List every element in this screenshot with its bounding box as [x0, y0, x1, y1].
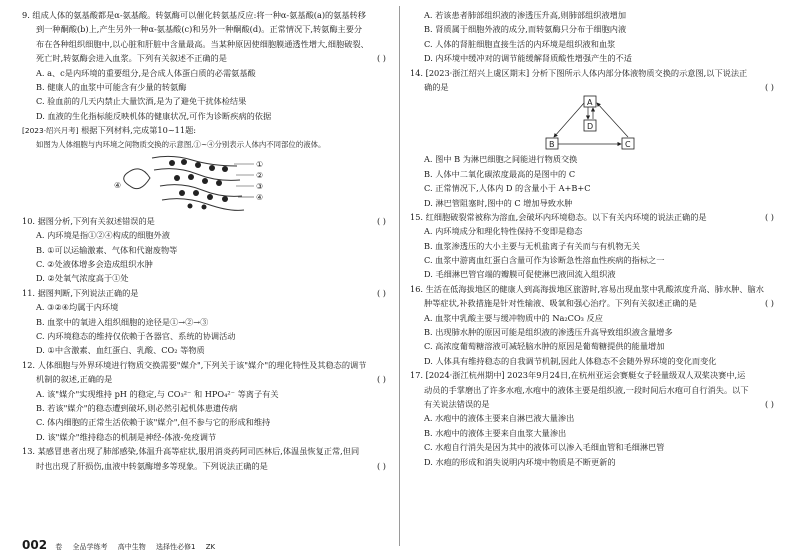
q14-option-a[interactable]: A. 图中 B 为淋巴细胞之间能进行物质交换 [424, 154, 578, 165]
column-divider [399, 6, 400, 546]
page-footer [22, 538, 223, 552]
q11-option-b[interactable]: B. 血浆中的氧进入组织细胞的途径是①→②→③ [36, 316, 209, 327]
fluid-exchange-diagram [410, 94, 778, 152]
answer-paren: ( ) [377, 374, 386, 385]
q10-option-b[interactable]: B. ①可以运输激素、气体和代谢废物等 [36, 244, 178, 255]
q12-option-c[interactable]: C. 体内细胞的正常生活依赖于该"媒介",但不参与它的形成和维持 [36, 417, 271, 428]
answer-paren: ( ) [765, 81, 774, 92]
q16-option-c[interactable]: C. 高浓度葡萄糖溶液可减轻脑水肿的原因是葡萄糖提供的能量增加 [424, 341, 665, 352]
q12-stem-line: 12. 人体细胞与外界环境进行物质交换需要"媒介",下列关于该"媒介"的理化特性及其稳态的调节 [22, 359, 367, 370]
question-17 [410, 368, 778, 469]
q16-option-b[interactable]: B. 出现肺水肿的原因可能是组织液的渗透压升高导致组织液含量增多 [424, 327, 673, 338]
q14-option-c[interactable]: C. 正常情况下,人体内 D 的含量小于 A+B+C [424, 183, 591, 194]
question-11 [22, 286, 390, 358]
q9-option-c[interactable]: C. 验血前的几天内禁止大量饮酒,是为了避免干扰体检结果 [36, 96, 247, 107]
question-14 [410, 66, 778, 210]
q16-stem-line [410, 296, 778, 310]
question-9 [22, 8, 390, 123]
q14-option-d[interactable]: D. 淋巴管阻塞时,图中的 C 增加导致水肿 [424, 197, 573, 208]
label-3: ③ [256, 181, 264, 191]
answer-paren: ( ) [377, 215, 386, 226]
q10-stem-text: 10. 据图分析,下列有关叙述错误的是 [22, 215, 155, 226]
answer-paren: ( ) [765, 398, 774, 409]
q13-option-c[interactable]: C. 人体的肾脏细胞直接生活的内环境是组织液和血浆 [424, 38, 616, 49]
footer-item: ZK [205, 543, 216, 551]
footer-item: 卷 [55, 543, 63, 551]
question-16 [410, 282, 778, 368]
question-10 [22, 214, 390, 286]
q15-option-b[interactable]: B. 血浆渗透压的大小主要与无机盐离子有关而与有机物无关 [424, 240, 640, 251]
material-heading [22, 123, 390, 137]
cell-exchange-figure [22, 152, 390, 214]
q17-option-b[interactable]: B. 水疱中的液体主要来自血浆大量渗出 [424, 427, 567, 438]
q9-stem-line: 9. 组成人体的氨基酸都是α-氨基酸。转氨酶可以催化转氨基反应:将一种α-氨基酸(a)的氨基转移 [22, 10, 366, 20]
q9-stem-line [22, 51, 390, 65]
right-column [410, 8, 778, 469]
q17-option-a[interactable]: A. 水疱中的液体主要来自淋巴液大量渗出 [424, 413, 575, 424]
left-column [22, 8, 390, 473]
q13-stem-line: 13. 某感冒患者出现了肺部感染,体温升高等症状,服用消炎药阿司匹林后,体温虽恢复正常,但同 [22, 446, 360, 457]
q17-stem-line [410, 397, 778, 411]
q9-stem-line: 到一种酮酸(b)上,产生另外一种α-氨基酸(c)和另外一种酮酸(d)。正常情况下,转氨酶主要分 [36, 24, 363, 35]
material-text: 根据下列材料,完成第10~11题: [81, 125, 197, 136]
q9-option-d[interactable]: D. 血液的生化指标能反映机体的健康状况,可作为诊断疾病的依据 [36, 110, 272, 121]
q15-option-c[interactable]: C. 血浆中游离血红蛋白含量可作为诊断急性溶血性疾病的指标之一 [424, 255, 665, 266]
q11-stem [22, 286, 390, 300]
q15-option-d[interactable]: D. 毛细淋巴管官端的瓣膜可促使淋巴液回流入组织液 [424, 269, 616, 280]
q15-stem [410, 210, 778, 224]
q12-option-b[interactable]: B. 若该"媒介"的稳态遭到破坏,则必然引起机体患遗传病 [36, 402, 238, 413]
q12-stem-line [22, 372, 390, 386]
question-13 [22, 444, 390, 473]
question-12 [22, 358, 390, 444]
source-tag: [2023·绍兴月考] [22, 126, 79, 136]
footer-item: 高中生物 [117, 543, 146, 551]
node-d-label: D [587, 122, 594, 132]
footer-item: 选择性必修1 [156, 543, 196, 551]
q12-option-a[interactable]: A. 该"媒介"实现维持 pH 的稳定,与 CO₃²⁻ 和 HPO₄²⁻ 等离子有关 [36, 388, 279, 399]
cell-exchange-diagram [22, 152, 390, 214]
q14-stem-line: 14. [2023·浙江绍兴上虞区期末] 分析下图所示人体内部分体液物质交换的示意图,以下说法正 [410, 67, 748, 78]
q15-stem-text: 15. 红细胞破裂常被称为溶血,会破坏内环境稳态。以下有关内环境的说法正确的是 [410, 211, 707, 222]
q15-option-a[interactable]: A. 内环境成分和理化特性保持不变即是稳态 [424, 226, 583, 237]
material-block [22, 123, 390, 152]
q17-option-d[interactable]: D. 水疱的形成和消失说明内环境中物质是不断更新的 [424, 456, 616, 467]
q17-stem-line: 动员的手掌磨出了许多水疱,水疱中的液体主要是组织液,一段时间后水疱可自行消失。以下 [424, 384, 749, 395]
label-1: ① [256, 159, 264, 169]
answer-paren: ( ) [765, 211, 774, 222]
q13-option-d[interactable]: D. 内环境中缓冲对的调节能缓解肾质酸性增强产生的不适 [424, 53, 632, 64]
label-4b: ④ [256, 192, 264, 202]
q16-option-a[interactable]: A. 血浆中乳酸主要与缓冲物质中的 Na₂CO₃ 反应 [424, 312, 603, 323]
q9-stem-text: 死亡时,转氨酶会进入血浆。下列有关叙述不正确的是 [36, 53, 227, 64]
answer-paren: ( ) [765, 298, 774, 309]
q16-stem-text: 肿等症状,补救措施是针对性输液、吸氧和强心治疗。下列有关叙述正确的是 [424, 298, 697, 309]
q11-option-c[interactable]: C. 内环境稳态的维持仅依赖于各器官、系统的协调活动 [36, 331, 236, 342]
node-a-label: A [587, 98, 593, 108]
page-number: 002 [22, 538, 48, 552]
q14-option-b[interactable]: B. 人体中二氧化碳浓度最高的是图中的 C [424, 168, 576, 179]
fluid-exchange-figure [410, 94, 778, 152]
q11-stem-text: 11. 据图判断,下列说法正确的是 [22, 287, 139, 298]
q9-option-a[interactable]: A. a、c是内环境的重要组分,是合成人体蛋白质的必需氨基酸 [36, 67, 256, 78]
node-b-label: B [549, 140, 555, 150]
node-c-label: C [625, 140, 631, 150]
answer-paren: ( ) [377, 460, 386, 471]
q17-stem-line: 17. [2024·浙江杭州期中] 2023年9月24日,在杭州亚运会赛艇女子轻量级双人双桨决赛中,运 [410, 370, 746, 381]
q10-option-c[interactable]: C. ②处液体增多会造成组织水肿 [36, 259, 153, 270]
q17-option-c[interactable]: C. 水疱自行消失是因为其中的液体可以渗入毛细血管和毛细淋巴管 [424, 442, 665, 453]
q13-stem-line [22, 459, 390, 473]
q10-option-a[interactable]: A. 内环境是指①②④构成的细胞外液 [36, 230, 170, 241]
q11-option-a[interactable]: A. ③②④均属于内环境 [36, 302, 119, 313]
footer-item: 全品学练考 [72, 543, 108, 551]
q14-stem-line [410, 80, 778, 94]
q12-option-d[interactable]: D. 该"媒介"维持稳态的机制是神经-体液-免疫调节 [36, 431, 217, 442]
label-2: ② [256, 170, 264, 180]
q10-option-d[interactable]: D. ②处氧气浓度高于①处 [36, 273, 129, 284]
q13-option-a[interactable]: A. 若该患者肺部组织液的渗透压升高,则肺部组织液增加 [424, 10, 627, 20]
q13-option-b[interactable]: B. 肾质属于细胞外液的成分,而转氨酶只分布于细胞内液 [424, 24, 627, 35]
q9-option-b[interactable]: B. 健康人的血浆中可能含有少量的转氨酶 [36, 81, 187, 92]
q14-stem-text: 确的是 [424, 81, 449, 92]
q11-option-d[interactable]: D. ①中含激素、血红蛋白、乳酸、CO₂ 等物质 [36, 345, 205, 356]
lymph-vessel [124, 169, 150, 189]
q16-stem-line: 16. 生活在低海拔地区的健康人到高海拔地区旅游时,容易出现血浆中乳酸浓度升高、肺水肿、脑水 [410, 283, 764, 294]
material-desc: 如图为人体细胞与内环境之间物质交换的示意图,①~④分别表示人体内不同部位的液体。 [36, 139, 326, 149]
answer-paren: ( ) [377, 287, 386, 298]
q9-stem-line: 布在各种组织细胞中,以心脏和肝脏中含量最高。当某种原因使细胞膜通透性增大,细胞破裂、 [36, 38, 369, 49]
answer-paren: ( ) [377, 53, 386, 64]
q10-stem [22, 214, 390, 228]
q12-stem-text: 机制的叙述,正确的是 [36, 374, 113, 385]
question-15 [410, 210, 778, 282]
q13-stem-text: 时也出现了肝损伤,血液中转氨酶增多等现象。下列说法正确的是 [36, 460, 268, 471]
q17-stem-text: 有关说法错误的是 [424, 398, 490, 409]
question-13-options [410, 8, 778, 66]
label-4: ④ [114, 180, 122, 190]
q16-option-d[interactable]: D. 人体具有维持稳态的自我调节机制,因此人体稳态不会随外界环境的变化而变化 [424, 355, 717, 366]
